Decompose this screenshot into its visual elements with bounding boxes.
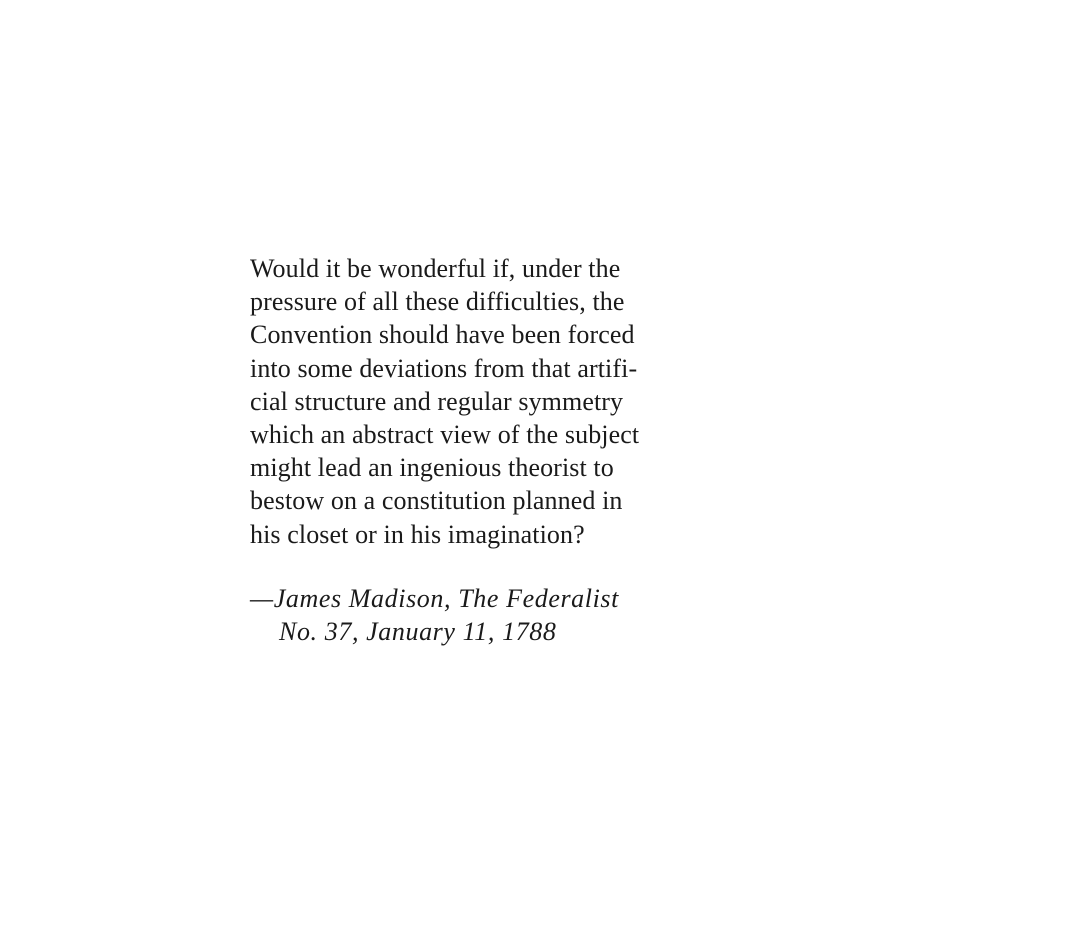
quote-line: bestow on a constitution planned in	[250, 486, 623, 516]
epigraph-attribution	[250, 582, 720, 648]
quote-line: Would it be wonderful if, under the	[250, 254, 621, 283]
attribution-line: —James Madison, The Federalist	[250, 584, 619, 613]
quote-line: pressure of all these difficulties, the	[250, 287, 625, 317]
quote-line: which an abstract view of the subject	[250, 420, 640, 450]
attribution-line: No. 37, January 11, 1788	[279, 617, 557, 647]
quote-line: into some deviations from that artifi-	[250, 353, 638, 383]
quote-line: his closet or in his imagination?	[250, 519, 585, 549]
quote-line: Convention should have been forced	[250, 320, 635, 350]
quote-line: cial structure and regular symmetry	[250, 386, 624, 416]
quote-line: might lead an ingenious theorist to	[250, 453, 614, 483]
epigraph-quote	[250, 252, 720, 551]
